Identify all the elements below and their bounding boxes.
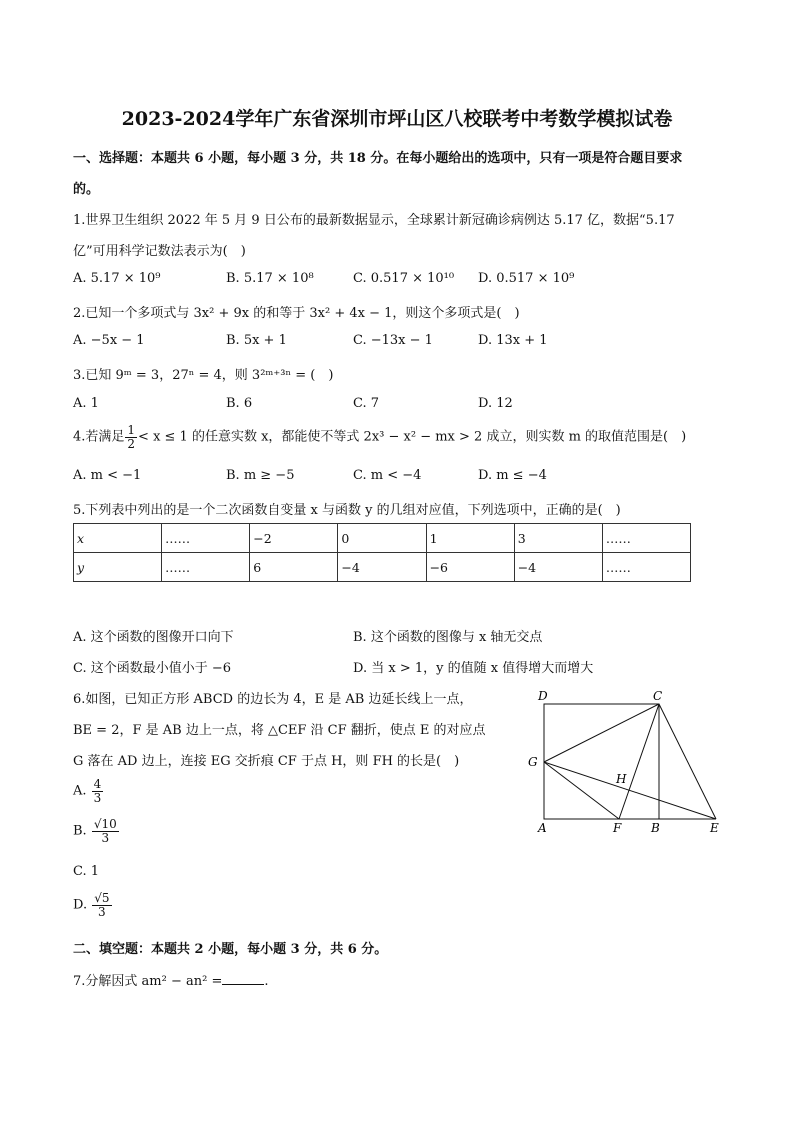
table-cell: 1 <box>426 524 514 553</box>
q6-option-a <box>73 778 104 804</box>
table-cell: −4 <box>514 553 602 582</box>
q6-option-d-fraction <box>92 892 111 918</box>
q2-option-c: C. −13x − 1 <box>353 333 433 348</box>
q3-option-a: A. 1 <box>73 396 99 411</box>
q1-line2: 亿”可用科学记数法表示为( ) <box>73 244 246 259</box>
q5-option-b: B. 这个函数的图像与 x 轴无交点 <box>353 630 543 645</box>
q2-stem: 2.已知一个多项式与 3x² + 9x 的和等于 3x² + 4x − 1，则这个多项式是( ) <box>73 306 520 321</box>
q7-stem <box>73 970 268 989</box>
table-cell: x <box>74 524 162 553</box>
q6-option-a-fraction <box>92 778 104 804</box>
q3-stem: 3.已知 9ᵐ = 3，27ⁿ = 4，则 3²ᵐ⁺³ⁿ = ( ) <box>73 368 334 383</box>
fraction-num: 4 <box>93 777 102 791</box>
q6-option-b-fraction <box>92 818 119 844</box>
q6-line3: G 落在 AD 边上，连接 EG 交折痕 CF 于点 H，则 FH 的长是( ) <box>73 754 460 769</box>
q4-stem-pre: 4.若满足 <box>73 429 125 445</box>
segment-ce <box>659 704 716 819</box>
fraction-den: 3 <box>101 830 110 845</box>
q1-option-a: A. 5.17 × 10⁹ <box>73 271 161 286</box>
q7-stem-text: 7.分解因式 am² − an² = <box>73 974 223 989</box>
q6-line1: 6.如图，已知正方形 ABCD 的边长为 4，E 是 AB 边延长线上一点， <box>73 692 473 707</box>
q6-option-c: C. 1 <box>73 864 100 879</box>
label-c: C <box>653 689 663 703</box>
q6-option-d-label: D. <box>73 897 88 913</box>
label-f: F <box>613 821 622 835</box>
table-cell: y <box>74 553 162 582</box>
q4-option-b: B. m ≥ −5 <box>226 468 295 483</box>
q7-stem-end: . <box>264 974 269 989</box>
table-cell: −6 <box>426 553 514 582</box>
q5-option-c: C. 这个函数最小值小于 −6 <box>73 661 232 676</box>
table-cell: −4 <box>338 553 426 582</box>
table-cell: …… <box>162 553 250 582</box>
q3-option-d: D. 12 <box>478 396 513 411</box>
q7-answer-blank <box>222 972 264 985</box>
q4-stem <box>73 424 686 450</box>
q1-option-b: B. 5.17 × 10⁸ <box>226 271 314 286</box>
q2-option-d: D. 13x + 1 <box>478 333 548 348</box>
q6-option-a-label: A. <box>73 783 87 799</box>
q1-option-c: C. 0.517 × 10¹⁰ <box>353 271 455 286</box>
segment-ge <box>544 762 716 819</box>
table-cell: …… <box>602 524 690 553</box>
q2-option-a: A. −5x − 1 <box>73 333 145 348</box>
square-abcd <box>544 704 659 819</box>
table-cell: 0 <box>338 524 426 553</box>
section1-line2: 的。 <box>73 182 100 197</box>
label-d: D <box>538 689 548 703</box>
table-cell: −2 <box>250 524 338 553</box>
q3-option-c: C. 7 <box>353 396 380 411</box>
q5-option-a: A. 这个函数的图像开口向下 <box>73 630 234 645</box>
label-b: B <box>651 821 660 835</box>
q5-value-table <box>73 523 691 582</box>
q4-option-a: A. m < −1 <box>73 468 142 483</box>
q5-option-d: D. 当 x > 1，y 的值随 x 值得增大而增大 <box>353 661 594 676</box>
page-title: 2023-2024学年广东省深圳市坪山区八校联考中考数学模拟试卷 <box>121 108 673 130</box>
section2-heading: 二、填空题：本题共 2 小题，每小题 3 分，共 6 分。 <box>73 942 388 957</box>
q4-fraction-num: 1 <box>127 423 136 437</box>
q6-geometry-figure <box>520 684 730 836</box>
segment-gf <box>544 762 619 819</box>
q1-line1: 1.世界卫生组织 2022 年 5 月 9 日公布的最新数据显示，全球累计新冠确诊病例达 5.17 亿，数据“5.17 <box>73 213 675 228</box>
section1-line1: 一、选择题：本题共 6 小题，每小题 3 分，共 18 分。在每小题给出的选项中，只有一项是符合题目要求 <box>73 151 683 166</box>
q6-option-b <box>73 818 120 844</box>
table-cell: …… <box>602 553 690 582</box>
fraction-den: 3 <box>98 904 106 919</box>
q4-option-d: D. m ≤ −4 <box>478 468 547 483</box>
q4-option-c: C. m < −4 <box>353 468 422 483</box>
fraction-num: √5 <box>94 891 110 905</box>
q4-fraction-den: 2 <box>127 436 136 451</box>
q6-option-b-label: B. <box>73 823 87 839</box>
table-row <box>74 524 691 553</box>
table-cell: …… <box>162 524 250 553</box>
label-g: G <box>528 755 538 769</box>
fraction-den: 3 <box>93 790 102 805</box>
table-cell: 3 <box>514 524 602 553</box>
q2-option-b: B. 5x + 1 <box>226 333 287 348</box>
q1-option-d: D. 0.517 × 10⁹ <box>478 271 575 286</box>
fraction-num: √10 <box>93 817 117 831</box>
table-cell: 6 <box>250 553 338 582</box>
q4-fraction <box>125 424 137 450</box>
q5-stem: 5.下列表中列出的是一个二次函数自变量 x 与函数 y 的几组对应值，下列选项中，正确的是( ) <box>73 503 621 518</box>
table-row <box>74 553 691 582</box>
q4-stem-post: < x ≤ 1 的任意实数 x，都能使不等式 2x³ − x² − mx > 2 成立，则实数 m 的取值范围是( ) <box>138 429 687 445</box>
label-h: H <box>616 772 627 786</box>
q6-line2: BE = 2，F 是 AB 边上一点，将 △CEF 沿 CF 翻折，使点 E 的对应点 <box>73 723 486 738</box>
label-a: A <box>538 821 547 835</box>
label-e: E <box>710 821 719 835</box>
q3-option-b: B. 6 <box>226 396 253 411</box>
q6-option-d <box>73 892 113 918</box>
